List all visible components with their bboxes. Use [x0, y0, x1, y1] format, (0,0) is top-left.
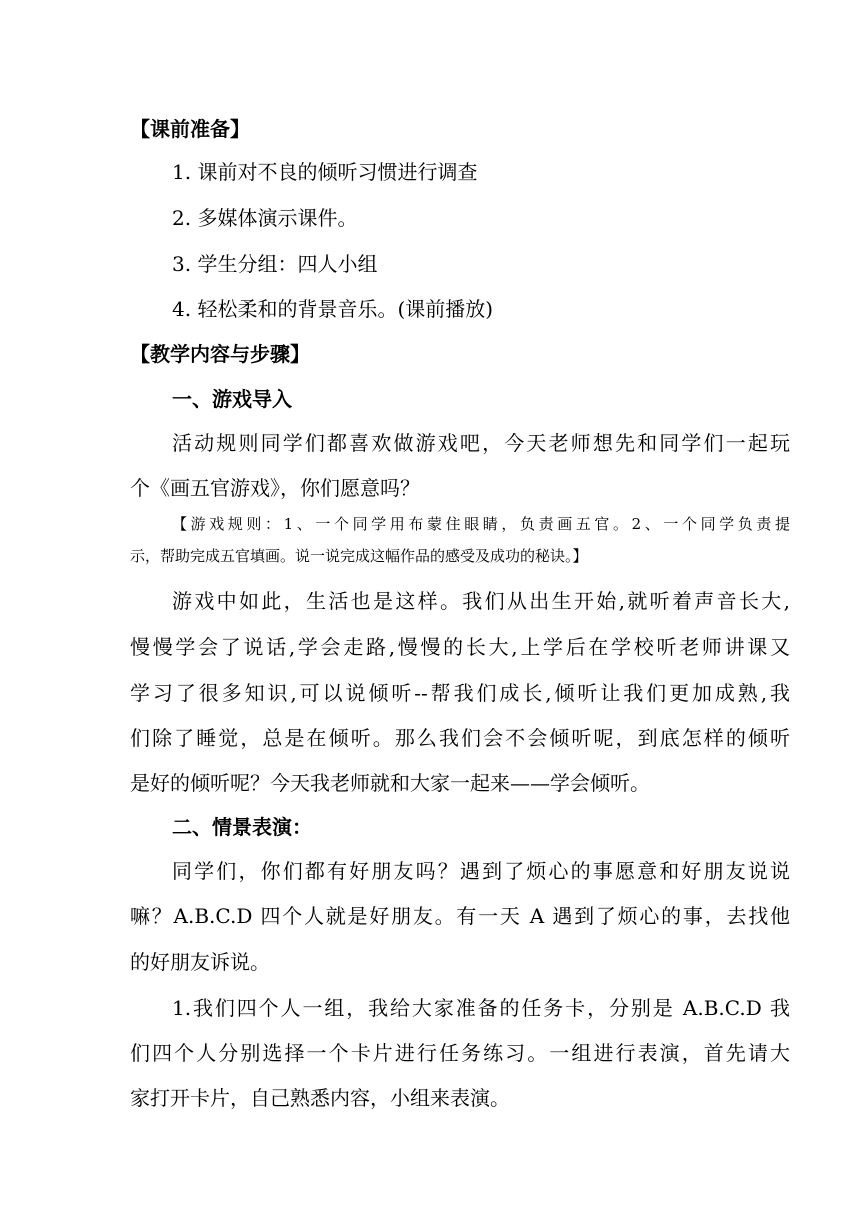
section1-para2-line3: 学习了很多知识,可以说倾听--帮我们成长,倾听让我们更加成熟,我	[130, 681, 790, 705]
section1-para2-line2: 慢慢学会了说话,学会走路,慢慢的长大,上学后在学校听老师讲课又	[130, 635, 790, 659]
section1-para2-line5: 是好的倾听呢？今天我老师就和大家一起来——学会倾听。	[130, 771, 650, 795]
section2-para2-line2: 们四个人分别选择一个卡片进行任务练习。一组进行表演，首先请大	[130, 1041, 790, 1065]
section1-para1-line2: 个《画五官游戏》，你们愿意吗？	[130, 476, 420, 500]
section2-title: 二、情景表演：	[172, 815, 312, 839]
prep-item-3: 3. 学生分组：四人小组	[172, 252, 378, 276]
section1-para2-line4: 们除了睡觉，总是在倾听。那么我们会不会倾听呢，到底怎样的倾听	[130, 726, 790, 750]
section2-para2-line1: 1.我们四个人一组，我给大家准备的任务卡，分别是 A.B.C.D 我	[172, 996, 790, 1020]
content-heading: 【教学内容与步骤】	[130, 342, 310, 366]
section2-para1-line2: 嘛？A.B.C.D 四个人就是好朋友。有一天 A 遇到了烦心的事，去找他	[130, 904, 790, 928]
game-rules-line1: 【游戏规则：1、一个同学用布蒙住眼睛，负责画五官。2、一个同学负责提	[172, 515, 790, 533]
section1-para1-line1: 活动规则同学们都喜欢做游戏吧，今天老师想先和同学们一起玩	[172, 431, 790, 455]
prep-item-4: 4. 轻松柔和的背景音乐。(课前播放)	[172, 297, 494, 321]
section2-para2-line3: 家打开卡片，自己熟悉内容，小组来表演。	[130, 1086, 510, 1110]
section1-para2-line1: 游戏中如此，生活也是这样。我们从出生开始,就听着声音长大,	[172, 589, 790, 613]
section1-title: 一、游戏导入	[172, 387, 292, 411]
prep-item-2: 2. 多媒体演示课件。	[172, 206, 358, 230]
section2-para1-line3: 的好朋友诉说。	[130, 950, 270, 974]
game-rules-line2: 示，帮助完成五官填画。说一说完成这幅作品的感受及成功的秘诀。】	[130, 547, 588, 565]
prep-heading: 【课前准备】	[130, 117, 250, 141]
prep-item-1: 1. 课前对不良的倾听习惯进行调查	[172, 160, 478, 184]
section2-para1-line1: 同学们，你们都有好朋友吗？遇到了烦心的事愿意和好朋友说说	[172, 859, 790, 883]
